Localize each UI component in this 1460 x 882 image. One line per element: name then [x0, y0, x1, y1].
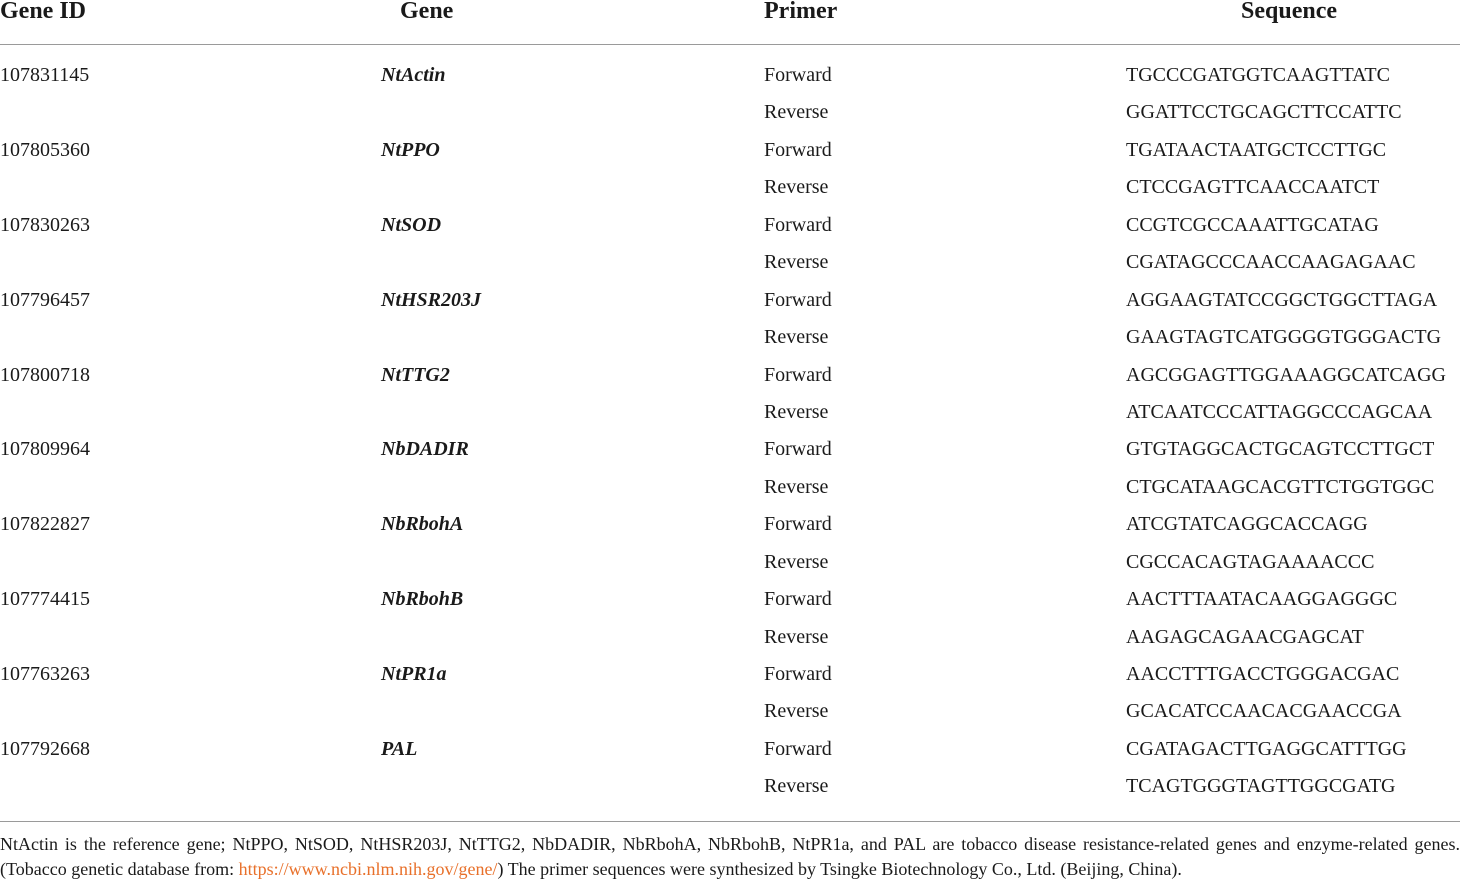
sequence-cell: TCAGTGGGTAGTTGGCGATG	[1126, 775, 1396, 798]
table-row	[0, 431, 1460, 468]
sequence-cell: AACCTTTGACCTGGGACGAC	[1126, 663, 1400, 685]
gene-id-cell: 107796457	[0, 288, 90, 311]
header-divider	[0, 44, 1460, 45]
gene-name-cell: PAL	[381, 737, 418, 760]
sequence-cell: AAGAGCAGAACGAGCAT	[1126, 625, 1364, 648]
table-row	[0, 244, 1460, 281]
sequence-cell: CTCCGAGTTCAACCAATCT	[1126, 176, 1380, 199]
gene-id-cell: 107805360	[0, 138, 90, 161]
sequence-cell: GCACATCCAACACGAACCGA	[1126, 700, 1402, 723]
header-gene-id: Gene ID	[0, 0, 86, 24]
gene-name-cell: NbDADIR	[381, 438, 469, 461]
table-row	[0, 94, 1460, 131]
table-row	[0, 506, 1460, 543]
primer-cell: Forward	[764, 363, 832, 386]
header-gene: Gene	[400, 0, 454, 24]
sequence-cell: TGCCCGATGGTCAAGTTATC	[1126, 64, 1390, 86]
gene-id-cell: 107822827	[0, 513, 90, 536]
sequence-cell: CGATAGACTTGAGGCATTTGG	[1126, 737, 1407, 760]
table-row	[0, 731, 1460, 768]
gene-id-cell: 107800718	[0, 363, 90, 386]
gene-id-cell: 107774415	[0, 588, 90, 611]
primer-cell: Reverse	[764, 400, 829, 423]
primer-cell: Reverse	[764, 550, 829, 573]
sequence-cell: CGCCACAGTAGAAAACCC	[1126, 550, 1375, 573]
table-row	[0, 544, 1460, 581]
table-row	[0, 282, 1460, 319]
sequence-cell: GGATTCCTGCAGCTTCCATTC	[1126, 101, 1402, 124]
gene-name-cell: NtHSR203J	[381, 288, 482, 311]
gene-id-cell: 107809964	[0, 438, 90, 461]
header-sequence: Sequence	[1241, 0, 1337, 24]
gene-id-cell: 107831145	[0, 64, 90, 86]
gene-id-cell: 107763263	[0, 663, 90, 685]
primer-cell: Forward	[764, 138, 832, 161]
table-footnote	[0, 832, 1460, 882]
table-row	[0, 656, 1460, 693]
primer-cell: Forward	[764, 213, 832, 236]
primer-cell: Forward	[764, 288, 832, 311]
table-row	[0, 394, 1460, 431]
table-row	[0, 581, 1460, 618]
gene-name-cell: NtPR1a	[381, 663, 447, 685]
table-row	[0, 469, 1460, 506]
primer-cell: Reverse	[764, 475, 829, 498]
gene-name-cell: NbRbohB	[381, 588, 464, 611]
table-row	[0, 57, 1460, 94]
sequence-cell: GAAGTAGTCATGGGGTGGGACTG	[1126, 326, 1442, 349]
gene-name-cell: NtTTG2	[381, 363, 450, 386]
primer-cell: Reverse	[764, 251, 829, 274]
ncbi-gene-link[interactable]: https://www.ncbi.nlm.nih.gov/gene/	[238, 859, 498, 879]
table-body	[0, 57, 1460, 806]
sequence-cell: TGATAACTAATGCTCCTTGC	[1126, 138, 1387, 161]
sequence-cell: ATCAATCCCATTAGGCCCAGCAA	[1126, 400, 1433, 423]
sequence-cell: AGCGGAGTTGGAAAGGCATCAGG	[1126, 363, 1446, 386]
sequence-cell: CGATAGCCCAACCAAGAGAAC	[1126, 251, 1416, 274]
table-row	[0, 169, 1460, 206]
primer-cell: Reverse	[764, 700, 829, 723]
sequence-cell: CCGTCGCCAAATTGCATAG	[1126, 213, 1379, 236]
table-row	[0, 768, 1460, 805]
gene-name-cell: NtPPO	[381, 138, 440, 161]
table-row	[0, 319, 1460, 356]
table-row	[0, 357, 1460, 394]
primer-cell: Reverse	[764, 326, 829, 349]
primer-cell: Reverse	[764, 625, 829, 648]
footnote-text-continued: ) The primer sequences were synthesized by Tsingke Biotechnology Co., Ltd. (Beijing, China).	[497, 859, 1182, 879]
header-primer: Primer	[764, 0, 838, 24]
gene-id-cell: 107792668	[0, 737, 90, 760]
gene-name-cell: NtSOD	[381, 213, 442, 236]
table-row	[0, 693, 1460, 730]
sequence-cell: CTGCATAAGCACGTTCTGGTGGC	[1126, 475, 1435, 498]
sequence-cell: AACTTTAATACAAGGAGGGC	[1126, 588, 1398, 611]
sequence-cell: AGGAAGTATCCGGCTGGCTTAGA	[1126, 288, 1438, 311]
primer-cell: Forward	[764, 737, 832, 760]
table-row	[0, 207, 1460, 244]
sequence-cell: ATCGTATCAGGCACCAGG	[1126, 513, 1368, 536]
gene-name-cell: NbRbohA	[381, 513, 464, 536]
gene-id-cell: 107830263	[0, 213, 90, 236]
primer-cell: Reverse	[764, 176, 829, 199]
footnote-text: NtActin is the reference gene; NtPPO, NtSOD, NtHSR203J, NtTTG2, NbDADIR, NbRbohA, NbRbohB, NtPR1a, and PAL are tobacco disease resistance-related genes and enzyme-related genes. (Tobacco genetic database from:	[0, 834, 1460, 879]
sequence-cell: GTGTAGGCACTGCAGTCCTTGCT	[1126, 438, 1435, 461]
primer-cell: Forward	[764, 663, 832, 685]
table-row	[0, 619, 1460, 656]
primer-cell: Reverse	[764, 101, 829, 124]
primer-cell: Forward	[764, 588, 832, 611]
gene-name-cell: NtActin	[381, 64, 446, 86]
primer-cell: Forward	[764, 64, 832, 86]
primer-cell: Reverse	[764, 775, 829, 798]
table-bottom-divider	[0, 821, 1460, 822]
primer-cell: Forward	[764, 513, 832, 536]
table-row	[0, 132, 1460, 169]
primer-cell: Forward	[764, 438, 832, 461]
